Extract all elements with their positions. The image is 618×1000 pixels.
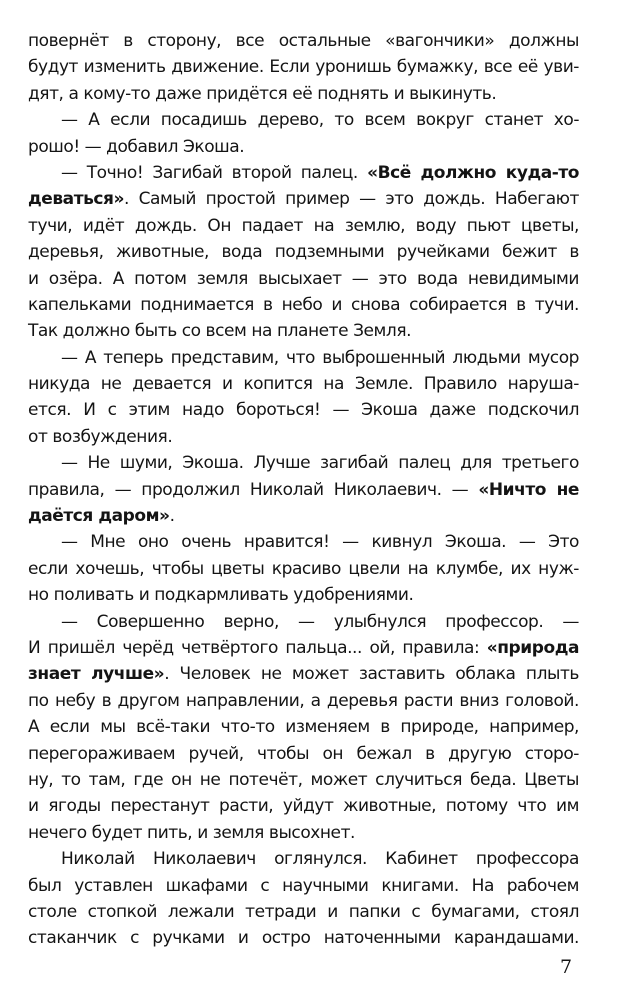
text-line — [28, 846, 579, 872]
text-segment: . Человек не может заставить облака плыть — [164, 664, 579, 685]
text-line — [28, 925, 579, 951]
text-line — [28, 397, 579, 423]
text-line — [28, 767, 579, 793]
text-line — [28, 873, 579, 899]
text-segment: от возбуждения. — [28, 426, 173, 447]
text-line — [28, 609, 579, 635]
bold-rule-text: знает лучше» — [28, 664, 165, 685]
text-line — [28, 371, 579, 397]
text-line — [28, 503, 579, 529]
text-segment: — Точно! Загибай второй палец. — [61, 162, 368, 183]
text-segment: — Совершенно верно, — улыбнулся профессор. — — [61, 611, 579, 632]
text-segment: перегораживаем ручей, чтобы он бежал в другую сторо- — [28, 743, 579, 764]
text-line — [28, 81, 579, 107]
text-segment: капельками поднимается в небо и снова собирается в тучи. — [28, 294, 579, 315]
bold-rule-text: «Всё должно куда-то — [367, 162, 579, 183]
text-line — [28, 688, 579, 714]
text-line — [28, 793, 579, 819]
text-line — [28, 556, 579, 582]
text-line — [28, 820, 579, 846]
text-segment: столе стопкой лежали тетради и папки с бумагами, стоял — [28, 901, 579, 922]
text-line — [28, 107, 579, 133]
page-number: 7 — [560, 956, 573, 978]
text-segment: дят, а кому-то даже придётся её поднять и выкинуть. — [28, 83, 497, 104]
text-line — [28, 450, 579, 476]
text-segment: . — [169, 506, 175, 527]
text-segment: . Самый простой пример — это дождь. Набегают — [124, 189, 579, 210]
text-segment: тучи, идёт дождь. Он падает на землю, воду пьют цветы, — [28, 215, 579, 236]
text-segment: будут изменить движение. Если уронишь бумажку, все её уви- — [28, 57, 579, 78]
text-line — [28, 54, 579, 80]
text-line — [28, 186, 579, 212]
text-line — [28, 635, 579, 661]
bold-rule-text: даётся даром» — [28, 506, 170, 527]
text-segment: и ягоды перестанут расти, уйдут животные, потому что им — [28, 796, 579, 817]
text-line — [28, 213, 579, 239]
text-segment: — А если посадишь дерево, то всем вокруг станет хо- — [61, 110, 579, 131]
text-segment: — Мне оно очень нравится! — кивнул Экоша. — Это — [61, 532, 579, 553]
text-line — [28, 477, 579, 503]
text-line — [28, 292, 579, 318]
text-segment: Так должно быть со всем на планете Земля. — [28, 321, 412, 342]
text-segment: И пришёл черёд четвёртого пальца... ой, правила: — [28, 637, 487, 658]
text-segment: деревья, животные, вода подземными ручейками бежит в — [28, 242, 579, 263]
text-segment: правила, — продолжил Николай Николаевич. — — [28, 479, 479, 500]
text-segment: был уставлен шкафами с научными книгами. На рабочем — [28, 875, 579, 896]
text-line — [28, 266, 579, 292]
text-line — [28, 582, 579, 608]
text-line — [28, 741, 579, 767]
text-line — [28, 714, 579, 740]
text-line — [28, 318, 579, 344]
text-segment: если хочешь, чтобы цветы красиво цвели на клумбе, их нуж- — [28, 558, 579, 579]
text-segment: никуда не девается и копится на Земле. Правило наруша- — [28, 374, 579, 395]
text-line — [28, 345, 579, 371]
text-line — [28, 661, 579, 687]
text-line — [28, 134, 579, 160]
text-line — [28, 160, 579, 186]
text-line — [28, 899, 579, 925]
text-line — [28, 529, 579, 555]
text-segment: А если мы всё-таки что-то изменяем в природе, например, — [28, 717, 579, 738]
text-line — [28, 28, 579, 54]
bold-rule-text: «Ничто не — [478, 479, 579, 500]
bold-rule-text: «природа — [486, 637, 579, 658]
text-segment: нечего будет пить, и земля высохнет. — [28, 822, 355, 843]
text-segment: ну, то там, где он не потечёт, может случиться беда. Цветы — [28, 769, 579, 790]
text-segment: — Не шуми, Экоша. Лучше загибай палец для третьего — [61, 453, 579, 474]
text-segment: ется. И с этим надо бороться! — Экоша даже подскочил — [28, 400, 579, 421]
text-segment: рошо! — добавил Экоша. — [28, 136, 245, 157]
text-segment: повернёт в сторону, все остальные «вагончики» должны — [28, 31, 579, 51]
body-text — [28, 28, 579, 952]
text-line — [28, 239, 579, 265]
text-segment: и озёра. А потом земля высыхает — это вода невидимыми — [28, 268, 579, 289]
text-line — [28, 424, 579, 450]
text-segment: стаканчик с ручками и остро наточенными карандашами. — [28, 928, 579, 949]
bold-rule-text: деваться» — [28, 189, 125, 210]
text-segment: но поливать и подкармливать удобрениями. — [28, 585, 414, 606]
text-segment: — А теперь представим, что выброшенный людьми мусор — [61, 347, 579, 368]
text-segment: по небу в другом направлении, а деревья расти вниз головой. — [28, 690, 579, 711]
text-segment: Николай Николаевич оглянулся. Кабинет профессора — [61, 849, 579, 870]
